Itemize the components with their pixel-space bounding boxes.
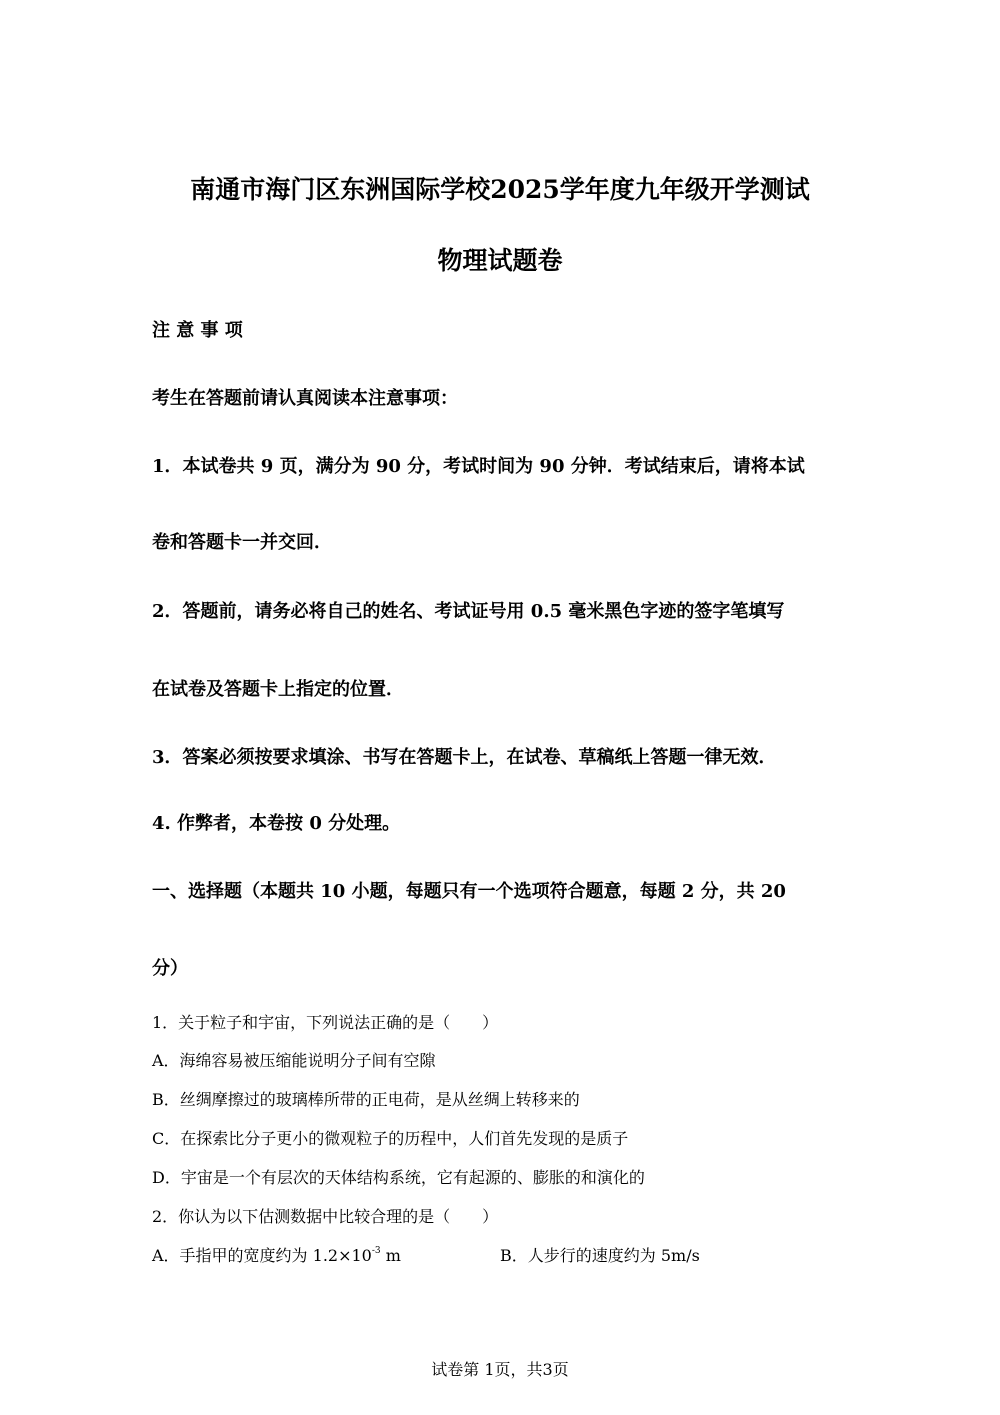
question-2-option-a xyxy=(152,1243,401,1266)
notice-1-line2: 卷和答题卡一并交回． xyxy=(152,532,332,553)
notice-2-line2: 在试卷及答题卡上指定的位置． xyxy=(152,679,404,700)
notice-3: 3．答案必须按要求填涂、书写在答题卡上，在试卷、草稿纸上答题一律无效． xyxy=(152,747,777,768)
page-footer: 试卷第 1页，共3页 xyxy=(431,1360,569,1379)
question-1-option-c: C．在探索比分子更小的微观粒子的历程中，人们首先发现的是质子 xyxy=(152,1129,629,1148)
notice-2-line1: 2．答题前，请务必将自己的姓名、考试证号用 0.5 毫米黑色字迹的签字笔填写 xyxy=(152,601,785,622)
question-1-option-a: A．海绵容易被压缩能说明分子间有空隙 xyxy=(152,1051,436,1070)
option-a-text: A．手指甲的宽度约为 1.2×10 xyxy=(152,1246,372,1265)
question-2-stem: 2．你认为以下估测数据中比较合理的是（ ） xyxy=(152,1207,499,1226)
question-1-option-d: D．宇宙是一个有层次的天体结构系统，它有起源的、膨胀的和演化的 xyxy=(152,1168,645,1187)
option-a-unit: m xyxy=(380,1246,401,1265)
notice-heading: 注 意 事 项 xyxy=(152,320,243,341)
section-heading-line2: 分） xyxy=(152,958,188,979)
notice-4: 4. 作弊者，本卷按 0 分处理。 xyxy=(152,813,401,834)
question-1-stem: 1．关于粒子和宇宙，下列说法正确的是（ ） xyxy=(152,1013,499,1032)
exam-title: 南通市海门区东洲国际学校2025学年度九年级开学测试 xyxy=(190,175,810,204)
notice-intro: 考生在答题前请认真阅读本注意事项： xyxy=(152,388,458,409)
notice-1-line1: 1．本试卷共 9 页，满分为 90 分，考试时间为 90 分钟．考试结束后，请将本试 xyxy=(152,456,805,477)
option-a-exponent: -3 xyxy=(371,1245,381,1256)
section-heading-line1: 一、选择题（本题共 10 小题，每题只有一个选项符合题意，每题 2 分，共 20 xyxy=(152,881,786,902)
question-1-option-b: B．丝绸摩擦过的玻璃棒所带的正电荷，是从丝绸上转移来的 xyxy=(152,1090,580,1109)
question-2-option-b: B．人步行的速度约为 5m/s xyxy=(500,1246,700,1265)
exam-subtitle: 物理试题卷 xyxy=(437,246,563,275)
